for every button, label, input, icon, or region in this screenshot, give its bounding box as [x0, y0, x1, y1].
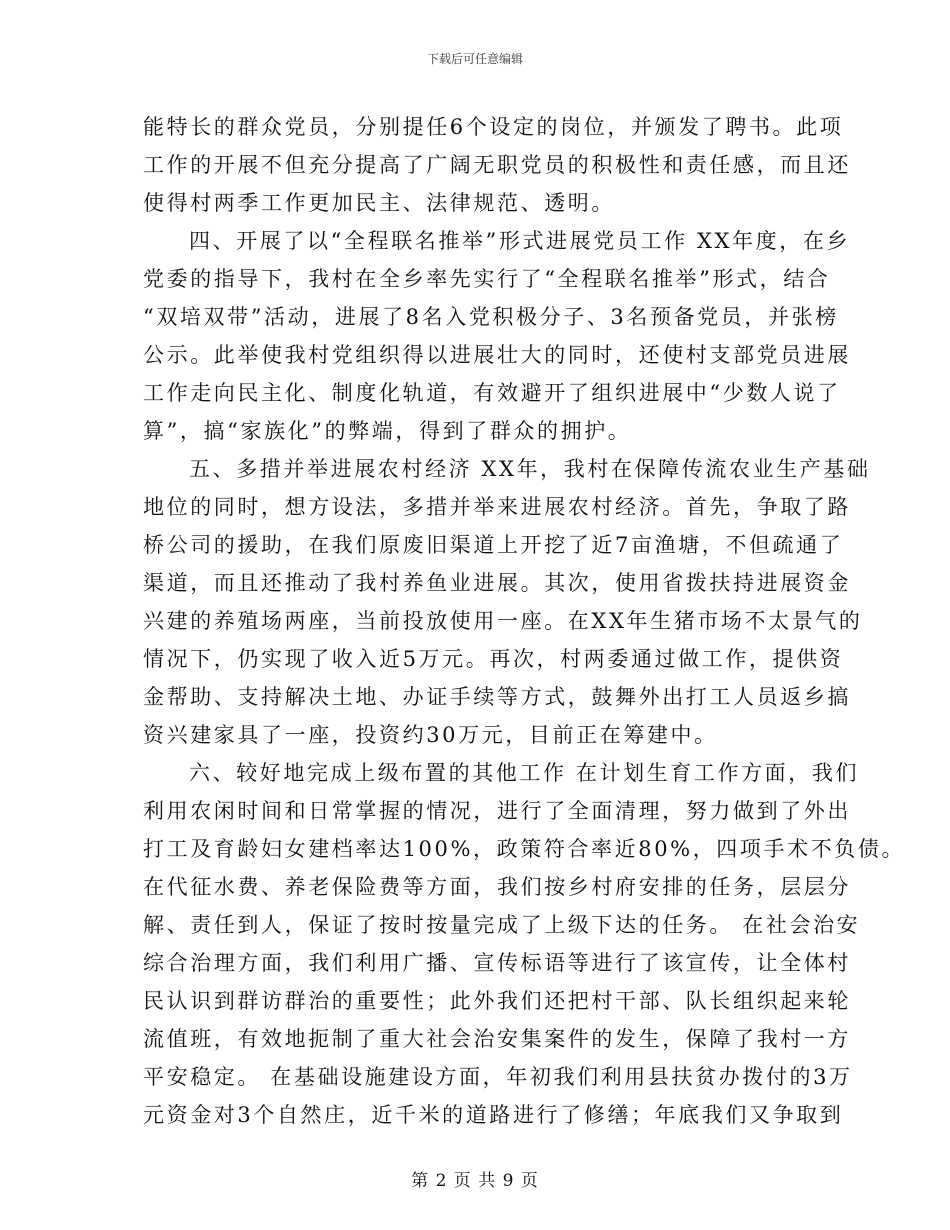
- body-line: 党委的指导下，我村在全乡率先实行了“全程联名推举”形式，结合: [143, 267, 831, 291]
- body-line: 资兴建家具了一座，投资约30万元，目前正在筹建中。: [143, 723, 718, 747]
- body-line: 在代征水费、养老保险费等方面，我们按乡村府安排的任务，层层分: [143, 875, 851, 899]
- body-line: 利用农闲时间和日常掌握的情况，进行了全面清理，努力做到了外出: [143, 799, 851, 823]
- page-footer: 第 2 页 共 9 页: [411, 1171, 539, 1191]
- body-line: 渠道，而且还推动了我村养鱼业进展。其次，使用省拨扶持进展资金: [143, 571, 851, 595]
- section-heading-line: 六、较好地完成上级布置的其他工作 在计划生育工作方面，我们: [189, 761, 860, 785]
- page-header: 下载后可任意编辑: [426, 52, 523, 66]
- body-line: 桥公司的援助，在我们原废旧渠道上开挖了近7亩渔塘，不但疏通了: [143, 533, 844, 557]
- body-line: 打工及育龄妇女建档率达100%，政策符合率近80%，四项手术不负债。: [143, 837, 906, 861]
- body-line: 情况下，仍实现了收入近5万元。再次，村两委通过做工作，提供资: [143, 647, 844, 671]
- document-body: [143, 108, 906, 1134]
- body-line: 平安稳定。 在基础设施建设方面，年初我们利用县扶贫办拨付的3万: [143, 1065, 853, 1089]
- body-line: 金帮助、支持解决土地、办证手续等方式，鼓舞外出打工人员返乡搞: [143, 685, 851, 709]
- body-line: 能特长的群众党员，分别提任6个设定的岗位，并颁发了聘书。此项: [143, 115, 844, 139]
- body-line: 流值班，有效地扼制了重大社会治安集案件的发生，保障了我村一方: [143, 1027, 851, 1051]
- body-line: 工作走向民主化、制度化轨道，有效避开了组织进展中“少数人说了: [143, 381, 841, 405]
- section-heading-line: 五、多措并举进展农村经济 XX年，我村在保障传流农业生产基础: [189, 457, 871, 481]
- section-heading-line: 四、开展了以“全程联名推举”形式进展党员工作 XX年度，在乡: [189, 229, 851, 253]
- body-line: 地位的同时，想方设法，多措并举来进展农村经济。首先，争取了路: [143, 495, 851, 519]
- body-line: 解、责任到人，保证了按时按量完成了上级下达的任务。 在社会治安: [143, 913, 861, 937]
- body-line: 工作的开展不但充分提高了广阔无职党员的积极性和责任感，而且还: [143, 153, 851, 177]
- body-line: 公示。此举使我村党组织得以进展壮大的同时，还使村支部党员进展: [143, 343, 851, 367]
- body-line: 民认识到群访群治的重要性；此外我们还把村干部、队长组织起来轮: [143, 989, 851, 1013]
- body-line: 使得村两季工作更加民主、法律规范、透明。: [143, 191, 615, 215]
- body-line: “双培双带”活动，进展了8名入党积极分子、3名预备党员，并张榜: [143, 305, 839, 329]
- body-line: 兴建的养殖场两座，当前投放使用一座。在XX年生猪市场不太景气的: [143, 609, 863, 633]
- body-line: 综合治理方面，我们利用广播、宣传标语等进行了该宣传，让全体村: [143, 951, 851, 975]
- body-line: 元资金对3个自然庄，近千米的道路进行了修缮；年底我们又争取到: [143, 1103, 844, 1127]
- body-line: 算”，搞“家族化”的弊端，得到了群众的拥护。: [143, 419, 632, 443]
